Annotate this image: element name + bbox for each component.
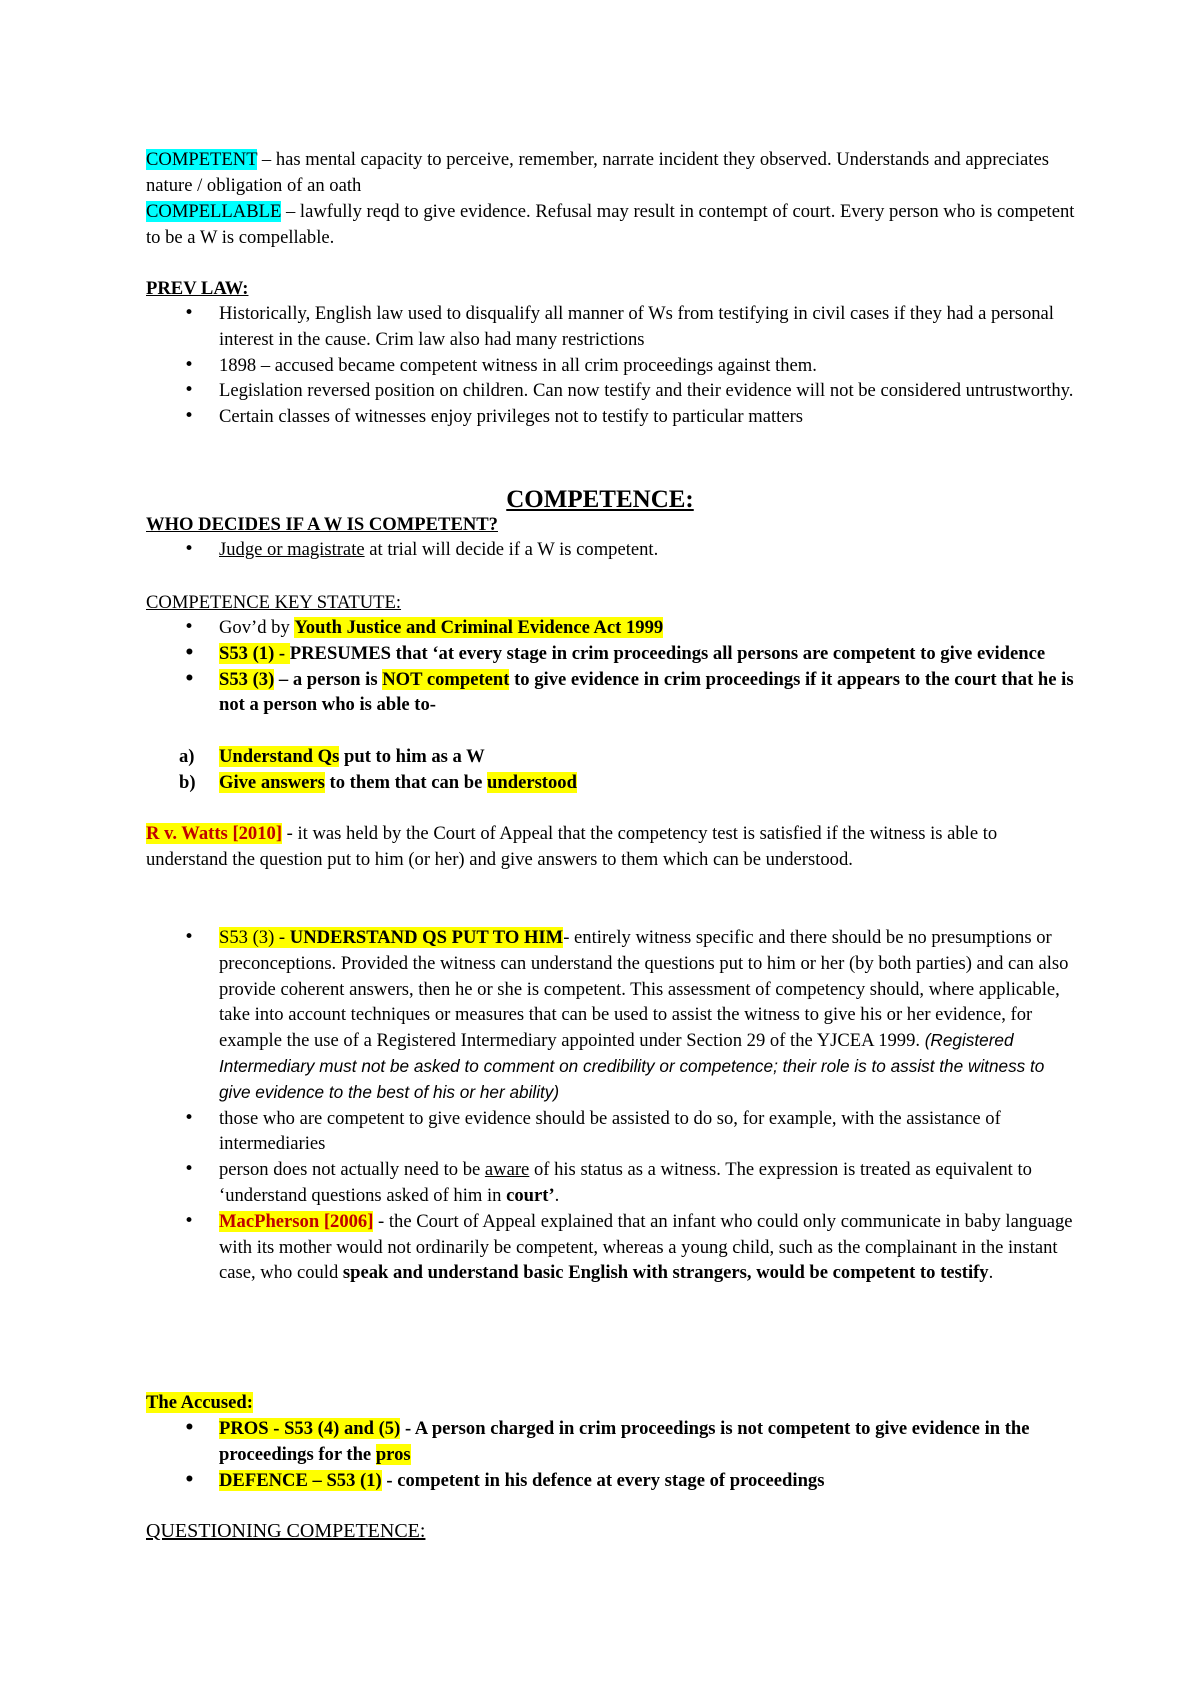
statute-heading: COMPETENCE KEY STATUTE: <box>146 592 402 613</box>
prev-law-item: • Legislation reversed position on children. Can now testify and their evidence will not be considered untrustworthy. <box>146 378 1076 404</box>
who-decides-heading: WHO DECIDES IF A W IS COMPETENT? <box>146 514 498 535</box>
accused-defence-item: • DEFENCE – S53 (1) - competent in his defence at every stage of proceedings <box>146 1468 1076 1494</box>
statute-item-act: • Gov’d by Youth Justice and Criminal Evidence Act 1999 <box>146 615 1076 641</box>
macpherson-item: • MacPherson [2006] - the Court of Appeal explained that an infant who could only communicate in baby language with its mother would not ordinarily be competent, whereas a young child, such as the complainant in the instant case, who could speak and understand basic English with strangers, would be competent to testify. <box>146 1209 1076 1286</box>
statute-item-s53-3: • S53 (3) – a person is NOT competent to give evidence in crim proceedings if it appears to the court that he is not a person who is able to- <box>146 667 1076 719</box>
statute-item-s53-1: • S53 (1) - PRESUMES that ‘at every stage in crim proceedings all persons are competent to give evidence <box>146 641 1076 667</box>
accused-pros-item: • PROS - S53 (4) and (5) - A person charged in crim proceedings is not competent to give evidence in the proceedings for the pros <box>146 1416 1076 1468</box>
understand-item: • S53 (3) - UNDERSTAND QS PUT TO HIM- entirely witness specific and there should be no presumptions or preconceptions. Provided the witness can understand the questions put to him or her (by both parties) and can also provide coherent answers, then he or she is competent. This assessment of competency should, where applicable, take into account techniques or measures that can be used to assist the witness to give his or her evidence, for example the use of a Registered Intermediary appointed under Section 29 of the YJCEA 1999. (Registered Intermediary must not be asked to comment on credibility or competence; their role is to assist the witness to give evidence to the best of his or her ability) <box>146 925 1076 1106</box>
prev-law-item: • Certain classes of witnesses enjoy privileges not to testify to particular matters <box>146 404 1076 430</box>
statute-sub-list <box>179 744 577 796</box>
intermediary-note: (Registered Intermediary must not be asked to comment on credibility or competence; their role is to assist the witness to give evidence to the best of his or her ability) <box>219 1030 1045 1102</box>
competent-term: COMPETENT <box>146 149 258 170</box>
compellable-term: COMPELLABLE <box>146 201 282 222</box>
understand-list <box>146 925 1076 1286</box>
accused-list <box>146 1416 1076 1493</box>
watts-case-paragraph: R v. Watts [2010] - it was held by the Court of Appeal that the competency test is satisfied if the witness is able to understand the question put to him (or her) and give answers to them which can be understood. <box>146 823 998 870</box>
statute-sub-item-b: b) Give answers to them that can be understood <box>179 771 577 793</box>
who-decides-list <box>146 537 1076 563</box>
questioning-competence-heading: QUESTIONING COMPETENCE: <box>146 1520 426 1542</box>
competent-definition: COMPETENT – has mental capacity to perceive, remember, narrate incident they observed. Understands and appreciates nature / obligation of an oath <box>146 149 1049 196</box>
competence-title: COMPETENCE: <box>506 486 694 513</box>
prev-law-item: • 1898 – accused became competent witness in all crim proceedings against them. <box>146 353 1076 379</box>
accused-heading: The Accused: <box>146 1392 253 1413</box>
prev-law-list <box>146 301 1076 430</box>
awareness-item: • person does not actually need to be aware of his status as a witness. The expression is treated as equivalent to ‘understand questions asked of him in court’. <box>146 1157 1076 1209</box>
watts-case-name: R v. Watts [2010] <box>146 823 283 844</box>
intermediaries-item: • those who are competent to give evidence should be assisted to do so, for example, with the assistance of intermediaries <box>146 1106 1076 1158</box>
statute-sub-item-a: a) Understand Qs put to him as a W <box>179 746 485 767</box>
prev-law-heading: PREV LAW: <box>146 278 249 299</box>
prev-law-item: • Historically, English law used to disqualify all manner of Ws from testifying in civil cases if they had a personal interest in the cause. Crim law also had many restrictions <box>146 301 1076 353</box>
compellable-definition: COMPELLABLE – lawfully reqd to give evidence. Refusal may result in contempt of court. Every person who is competent to be a W is compellable. <box>146 201 1075 248</box>
statute-list <box>146 615 1076 718</box>
who-decides-item: • Judge or magistrate at trial will decide if a W is competent. <box>146 537 1076 563</box>
